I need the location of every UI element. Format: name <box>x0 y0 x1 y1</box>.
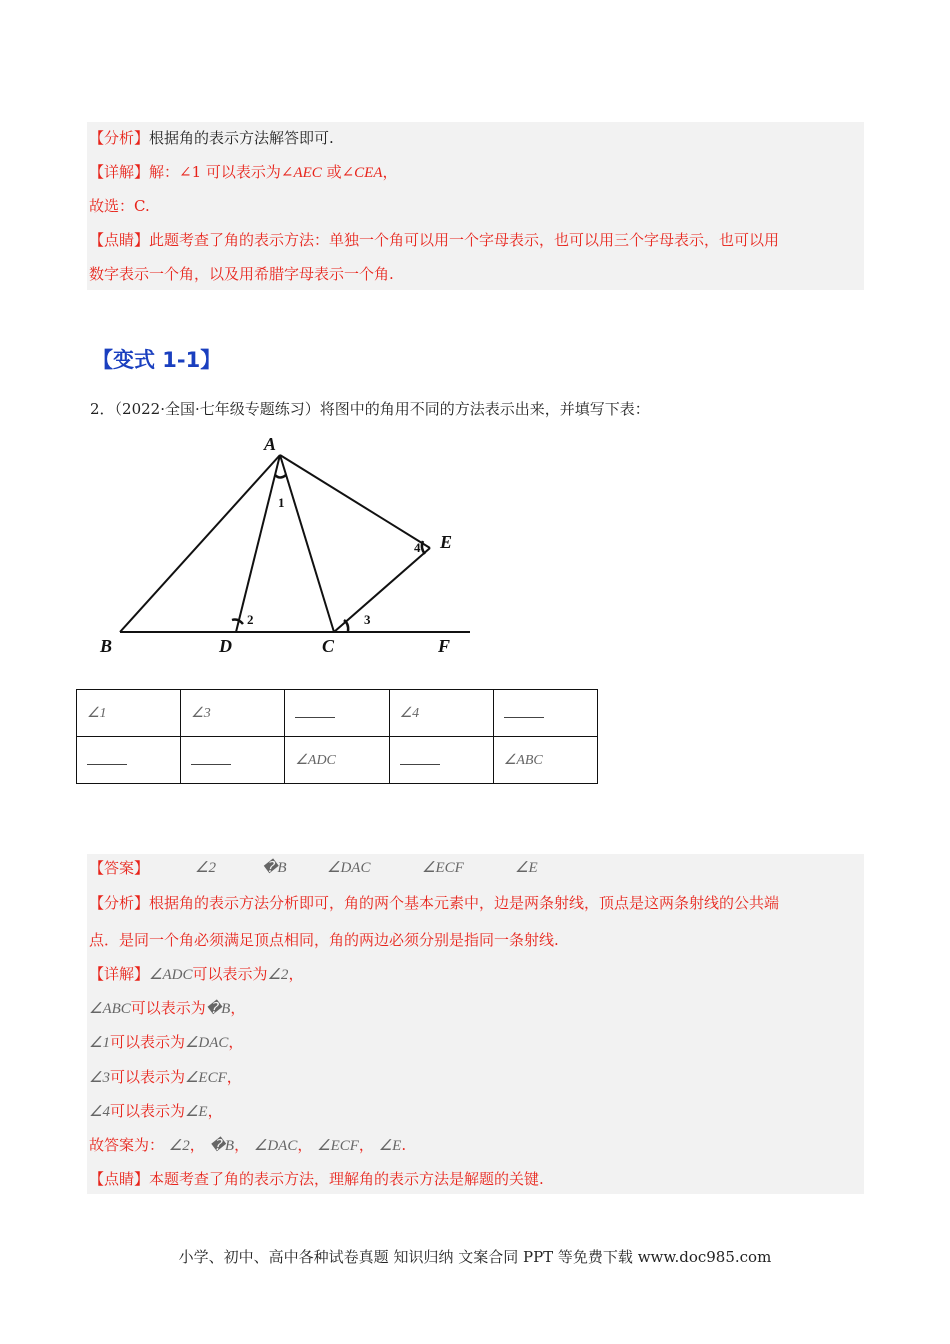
table-cell: ∠ADC <box>285 737 389 784</box>
comment-text: 本题考查了角的表示方法，理解角的表示方法是解题的关键. <box>149 1170 544 1188</box>
detail-right: ∠DAC <box>184 1035 229 1051</box>
detail-left: ∠4 <box>89 1104 110 1120</box>
table-cell-blank <box>389 737 493 784</box>
table-cell-blank <box>493 690 597 737</box>
answer-1: ∠2 <box>195 860 216 876</box>
comment-tag: 【点睛】 <box>89 1170 150 1188</box>
table-cell: ∠ABC <box>493 737 597 784</box>
angle-arc-3 <box>344 620 348 631</box>
final-answer: ∠E <box>378 1138 402 1154</box>
analysis-line-2: 点．是同一个角必须满足顶点相同，角的两边必须分别是指同一条射线. <box>89 931 559 949</box>
detail-left: ∠ADC <box>149 967 193 983</box>
solution-box-2: 【答案】 ∠2 �B ∠DAC ∠ECF ∠E 【分析】根据角的表示方法分析即可，角的两个基本元素中，边是两条射线，顶点是这两条射线的公共端 点．是同一个角必须满足顶点相同，角的两边必须分别是指同一条射线. 【详解】∠ADC可以表示为∠2， ∠ABC可以表示为�B， ∠1可以表示为∠DAC， ∠3可以表示为∠ECF， ∠4可以表示为∠E， 故答案为： ∠2， �B， ∠DAC， ∠ECF， ∠E. 【点睛】本题考查了角的表示方法，理解角的表示方法是解题的关键. <box>87 854 864 1194</box>
table-cell-blank <box>285 690 389 737</box>
detail-end: ， <box>288 965 304 983</box>
analysis-tag: 【分析】 <box>89 894 150 912</box>
answer-5: ∠E <box>515 860 538 876</box>
segment-ce <box>334 548 430 632</box>
detail-mid: 可以表示为 <box>109 1102 185 1120</box>
analysis-tag: 【分析】 <box>89 129 150 147</box>
final-answer: ∠2 <box>168 1138 190 1154</box>
segment-ad <box>236 455 280 632</box>
answer-tag: 【答案】 <box>89 859 150 877</box>
angle-arc-1 <box>275 475 286 478</box>
segment-ac <box>280 455 334 632</box>
section-heading: 【变式 1-1】 <box>92 348 222 372</box>
final-answer: �B <box>209 1138 235 1154</box>
angle-label-3: 3 <box>364 612 371 627</box>
point-label-a: A <box>264 434 277 454</box>
answer-4: ∠ECF <box>422 860 464 876</box>
detail-right: ∠E <box>184 1104 208 1120</box>
detail-end: ， <box>207 1102 223 1120</box>
blank-line <box>191 750 231 765</box>
detail-left: ∠ABC <box>89 1001 131 1017</box>
question-text <box>90 398 650 419</box>
point-label-b: B <box>100 636 113 656</box>
detail-end: ， <box>230 999 246 1017</box>
detail-right: �B <box>205 1001 231 1017</box>
question-source: （2022·全国·七年级专题练习） <box>114 400 320 418</box>
point-label-d: D <box>219 636 232 656</box>
answer-3: ∠DAC <box>327 860 371 876</box>
comment-line-2: 数字表示一个角，以及用希腊字母表示一个角. <box>89 265 394 283</box>
answer-table <box>76 689 598 784</box>
table-cell-blank <box>77 737 181 784</box>
solution-box-1 <box>87 122 864 290</box>
segment-ab <box>120 455 280 632</box>
detail-angle-1: ∠AEC <box>280 165 322 181</box>
point-label-c: C <box>322 636 335 656</box>
question-body: 将图中的角用不同的方法表示出来，并填写下表： <box>319 400 650 418</box>
table-row <box>77 737 598 784</box>
detail-end: ， <box>226 1068 242 1086</box>
page-footer: 小学、初中、高中各种试卷真题 知识归纳 文案合同 PPT 等免费下载 www.doc985.com <box>178 1248 772 1266</box>
analysis-line-1: 根据角的表示方法分析即可，角的两个基本元素中，边是两条射线，顶点是这两条射线的公共端 <box>149 894 780 912</box>
comment-line-1: 此题考查了角的表示方法：单独一个角可以用一个字母表示，也可以用三个字母表示，也可以用 <box>149 231 780 249</box>
answer-2: �B <box>262 860 287 876</box>
blank-line <box>87 750 127 765</box>
blank-line <box>400 750 440 765</box>
detail-mid: 可以表示为 <box>109 1068 185 1086</box>
angle-label-2: 2 <box>247 612 254 627</box>
blank-line <box>504 703 544 718</box>
detail-mid: 可以表示为 <box>192 965 268 983</box>
detail-angle-2: ∠CEA <box>341 165 383 181</box>
final-label: 故答案为： <box>89 1136 165 1154</box>
detail-or: 或 <box>321 163 342 181</box>
final-answer: ∠DAC <box>253 1138 298 1154</box>
point-label-f: F <box>438 636 451 656</box>
table-cell: ∠1 <box>77 690 181 737</box>
detail-tag: 【详解】 <box>89 163 150 181</box>
table-row <box>77 690 598 737</box>
table-cell: ∠4 <box>389 690 493 737</box>
detail-mid: 可以表示为 <box>109 1033 185 1051</box>
angle-label-4: 4 <box>414 540 421 555</box>
blank-line <box>295 703 335 718</box>
table-cell: ∠3 <box>181 690 285 737</box>
geometry-figure <box>90 430 490 665</box>
angle-arc-4 <box>422 541 425 554</box>
detail-tag: 【详解】 <box>89 965 150 983</box>
final-answer: ∠ECF <box>317 1138 359 1154</box>
comment-tag: 【点睛】 <box>89 231 150 249</box>
detail-right: ∠ECF <box>184 1070 227 1086</box>
analysis-text: 根据角的表示方法解答即可. <box>149 129 334 147</box>
point-label-e: E <box>440 532 453 552</box>
table-cell-blank <box>181 737 285 784</box>
question-number: 2． <box>90 400 115 418</box>
choice-text: 故选：C. <box>89 197 150 215</box>
detail-text: 解：∠1 可以表示为 <box>149 163 281 181</box>
angle-label-1: 1 <box>278 495 285 510</box>
detail-left: ∠1 <box>89 1035 110 1051</box>
detail-end: ， <box>228 1033 244 1051</box>
detail-end: ， <box>382 163 398 181</box>
detail-right: ∠2 <box>267 967 289 983</box>
detail-left: ∠3 <box>89 1070 110 1086</box>
segment-ae <box>280 455 430 548</box>
detail-mid: 可以表示为 <box>130 999 206 1017</box>
